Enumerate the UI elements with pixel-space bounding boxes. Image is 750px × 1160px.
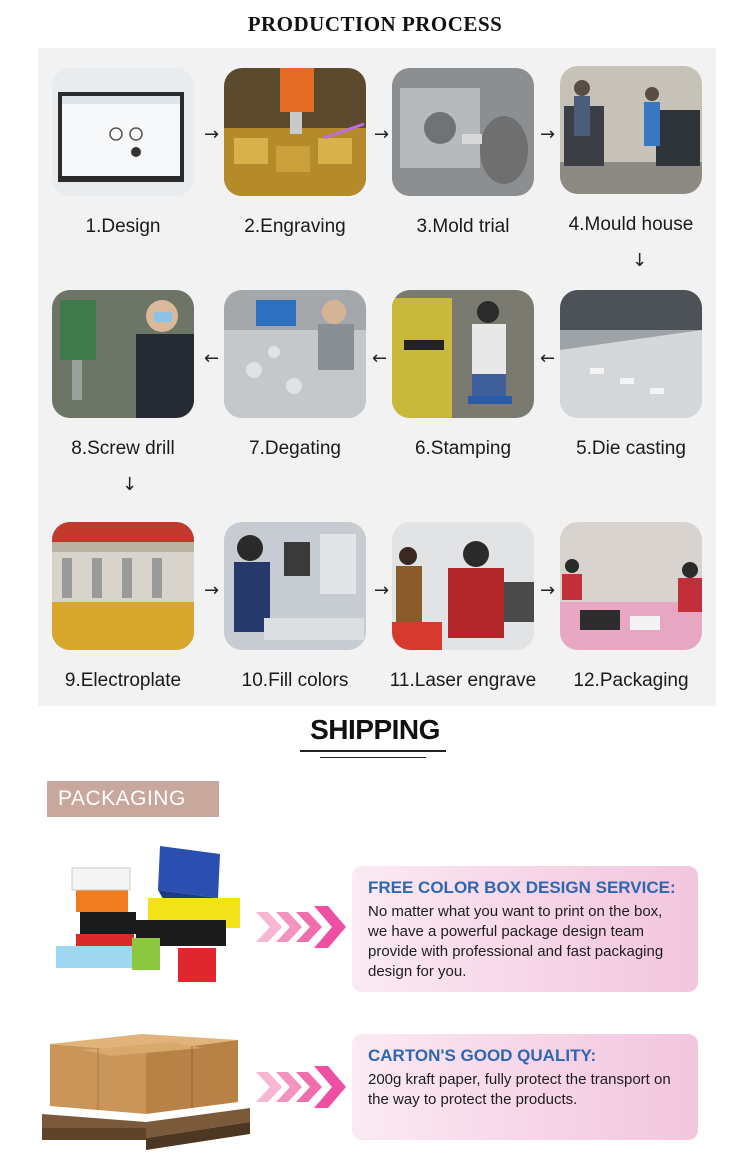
packaging-photo bbox=[560, 522, 702, 650]
shipping-underline-thin bbox=[320, 757, 426, 758]
step-packaging bbox=[556, 522, 706, 692]
arrow-left-icon: ← bbox=[372, 348, 388, 369]
arrow-down-icon: ↓ bbox=[632, 250, 648, 271]
die-casting-photo bbox=[560, 290, 702, 418]
step-label: 1.Design bbox=[85, 216, 161, 237]
step-label: 4.Mould house bbox=[568, 214, 694, 235]
arrow-right-icon: → bbox=[540, 124, 556, 145]
degating-photo bbox=[224, 290, 366, 418]
chevron-arrows-icon bbox=[256, 904, 348, 950]
step-label: 12.Packaging bbox=[573, 670, 689, 691]
fill-colors-photo bbox=[224, 522, 366, 650]
production-process-panel bbox=[38, 48, 716, 706]
step-design bbox=[48, 68, 198, 238]
shipping-underline bbox=[300, 750, 446, 752]
step-laser-engrave bbox=[388, 522, 538, 692]
step-label: 2.Engraving bbox=[244, 216, 346, 237]
arrow-right-icon: → bbox=[204, 580, 220, 601]
arrow-down-icon: ↓ bbox=[122, 474, 138, 495]
mould-house-photo bbox=[560, 66, 702, 194]
step-engraving bbox=[220, 68, 370, 238]
step-electroplate bbox=[48, 522, 198, 692]
step-fill-colors bbox=[220, 522, 370, 692]
step-label: 6.Stamping bbox=[414, 438, 512, 459]
step-die-casting bbox=[556, 290, 706, 460]
arrow-left-icon: ← bbox=[540, 348, 556, 369]
card-body: No matter what you want to print on the box, we have a powerful package design team provide with professional and fast packaging design for you. bbox=[368, 903, 664, 980]
arrow-right-icon: → bbox=[540, 580, 556, 601]
step-label: 7.Degating bbox=[249, 438, 341, 459]
stamping-photo bbox=[392, 290, 534, 418]
screw-drill-photo bbox=[52, 290, 194, 418]
mold-trial-photo bbox=[392, 68, 534, 196]
card-title: CARTON'S GOOD QUALITY: bbox=[368, 1046, 597, 1065]
shipping-title: SHIPPING bbox=[310, 714, 440, 745]
step-label: 10.Fill colors bbox=[241, 670, 349, 691]
arrow-right-icon: → bbox=[374, 124, 390, 145]
color-boxes-illustration bbox=[50, 842, 250, 992]
packaging-badge: PACKAGING bbox=[47, 781, 219, 817]
step-label: 5.Die casting bbox=[576, 438, 686, 459]
step-screw-drill bbox=[48, 290, 198, 460]
step-mold-trial bbox=[388, 68, 538, 238]
step-label: 11.Laser engrave bbox=[389, 670, 537, 691]
step-stamping bbox=[388, 290, 538, 460]
step-label: 8.Screw drill bbox=[71, 438, 175, 459]
card-title: FREE COLOR BOX DESIGN SERVICE: bbox=[368, 878, 676, 897]
carton-quality-card bbox=[352, 1034, 698, 1140]
engraving-photo bbox=[224, 68, 366, 196]
electroplate-photo bbox=[52, 522, 194, 650]
arrow-right-icon: → bbox=[204, 124, 220, 145]
step-mould-house bbox=[556, 66, 706, 236]
color-box-service-card bbox=[352, 866, 698, 992]
chevron-arrows-icon bbox=[256, 1064, 348, 1110]
step-label: 9.Electroplate bbox=[64, 670, 182, 691]
step-label: 3.Mold trial bbox=[416, 216, 510, 237]
arrow-left-icon: ← bbox=[204, 348, 220, 369]
design-photo bbox=[52, 68, 194, 196]
production-title: PRODUCTION PROCESS bbox=[247, 12, 503, 36]
laser-engrave-photo bbox=[392, 522, 534, 650]
step-degating bbox=[220, 290, 370, 460]
carton-boxes-illustration bbox=[42, 1030, 254, 1152]
card-body: 200g kraft paper, fully protect the transport on the way to protect the products. bbox=[368, 1071, 671, 1108]
arrow-right-icon: → bbox=[374, 580, 390, 601]
